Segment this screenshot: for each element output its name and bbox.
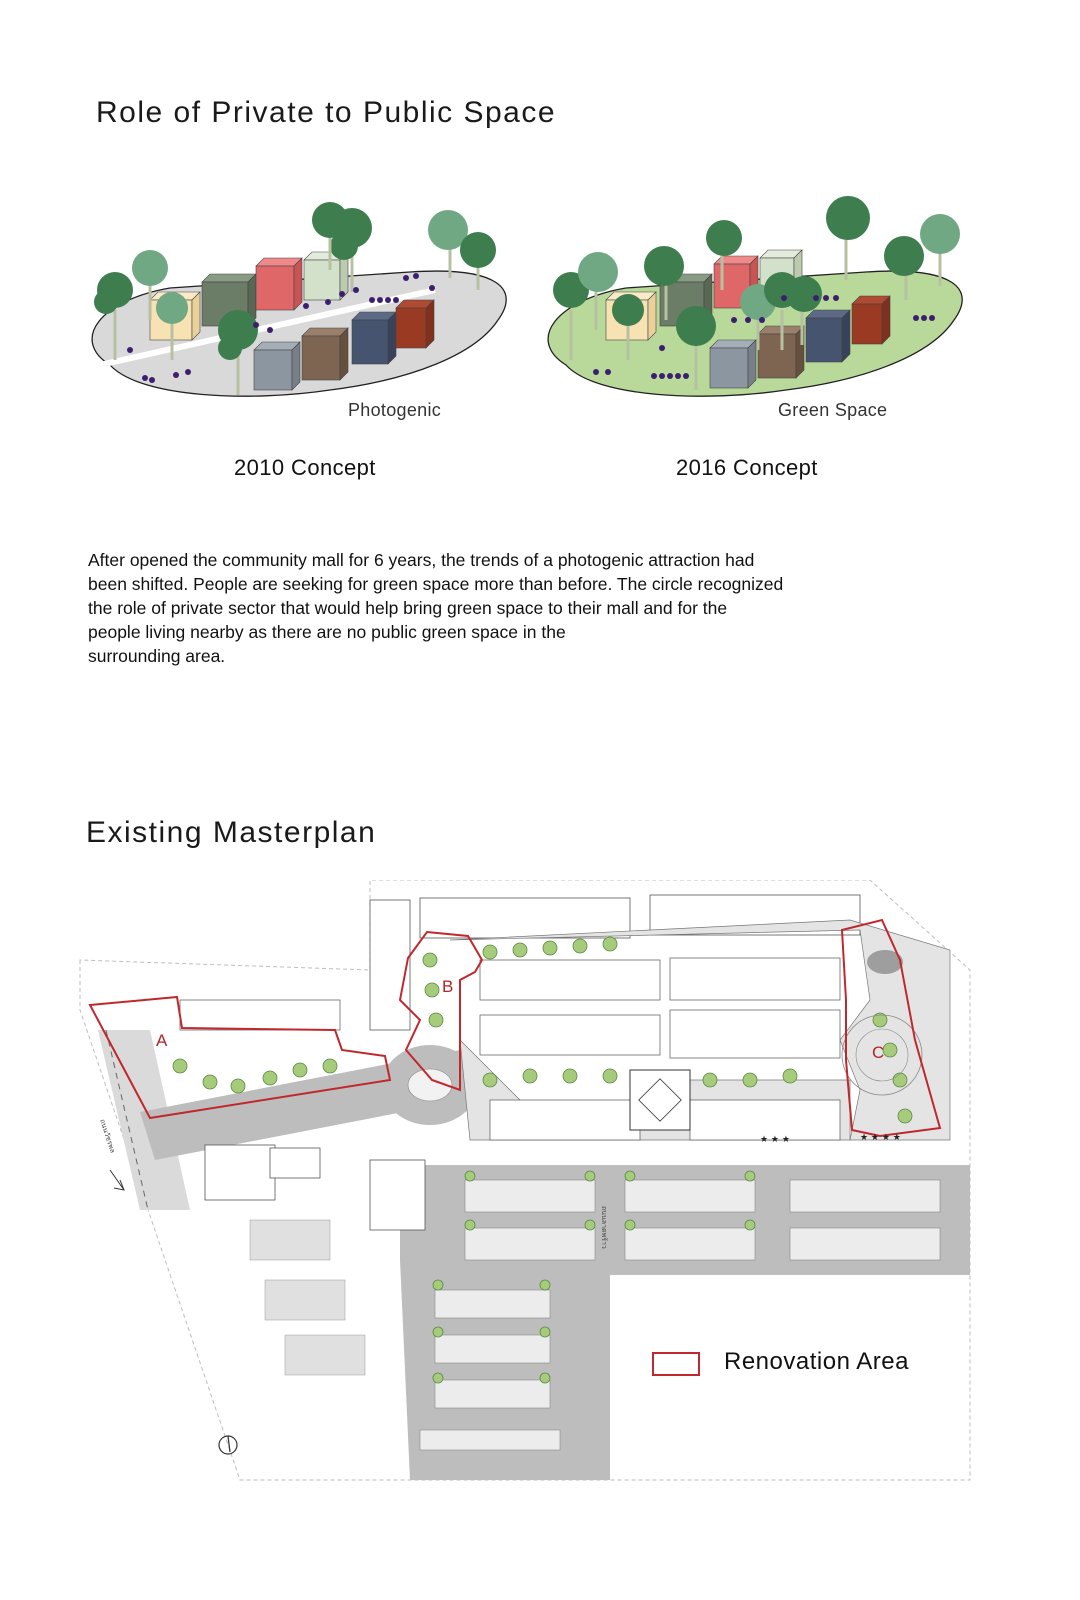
svg-text:★ ★ ★: ★ ★ ★	[760, 1135, 790, 1145]
road-label: ถนนลาดพร้าว	[600, 1206, 607, 1249]
zone-a-label: A	[156, 1031, 168, 1050]
street-label: ถนนวัชรพล	[98, 1118, 116, 1155]
legend-label-renovation: Renovation Area	[724, 1348, 909, 1375]
paragraph-line: the role of private sector that would help bring green space to their mall and for the	[88, 598, 728, 618]
concept-2016-label: 2016 Concept	[676, 455, 818, 480]
concept-2010-label: 2010 Concept	[234, 455, 376, 480]
concept-2016-caption: Green Space	[778, 400, 888, 420]
paragraph-line: surrounding area.	[88, 646, 226, 666]
concept-2016-illustration	[536, 180, 976, 420]
concept-2010-caption: Photogenic	[348, 400, 442, 420]
section-title-private-public: Role of Private to Public Space	[96, 96, 557, 129]
description-paragraph	[88, 548, 964, 668]
legend-swatch-renovation	[652, 1352, 700, 1376]
zone-b-label: B	[442, 977, 454, 996]
zone-c-label: C	[872, 1043, 885, 1062]
section-title-masterplan: Existing Masterplan	[86, 816, 377, 849]
paragraph-line: After opened the community mall for 6 years, the trends of a photogenic attraction had	[88, 550, 755, 570]
paragraph-line: people living nearby as there are no public green space in the	[88, 622, 566, 642]
concept-2010-illustration	[80, 190, 520, 420]
svg-text:★ ★ ★ ★: ★ ★ ★ ★	[860, 1133, 901, 1143]
north-arrow-icon	[219, 1436, 237, 1454]
paragraph-line: been shifted. People are seeking for green space more than before. The circle recognized	[88, 574, 784, 594]
masterplan-drawing	[70, 880, 1000, 1500]
